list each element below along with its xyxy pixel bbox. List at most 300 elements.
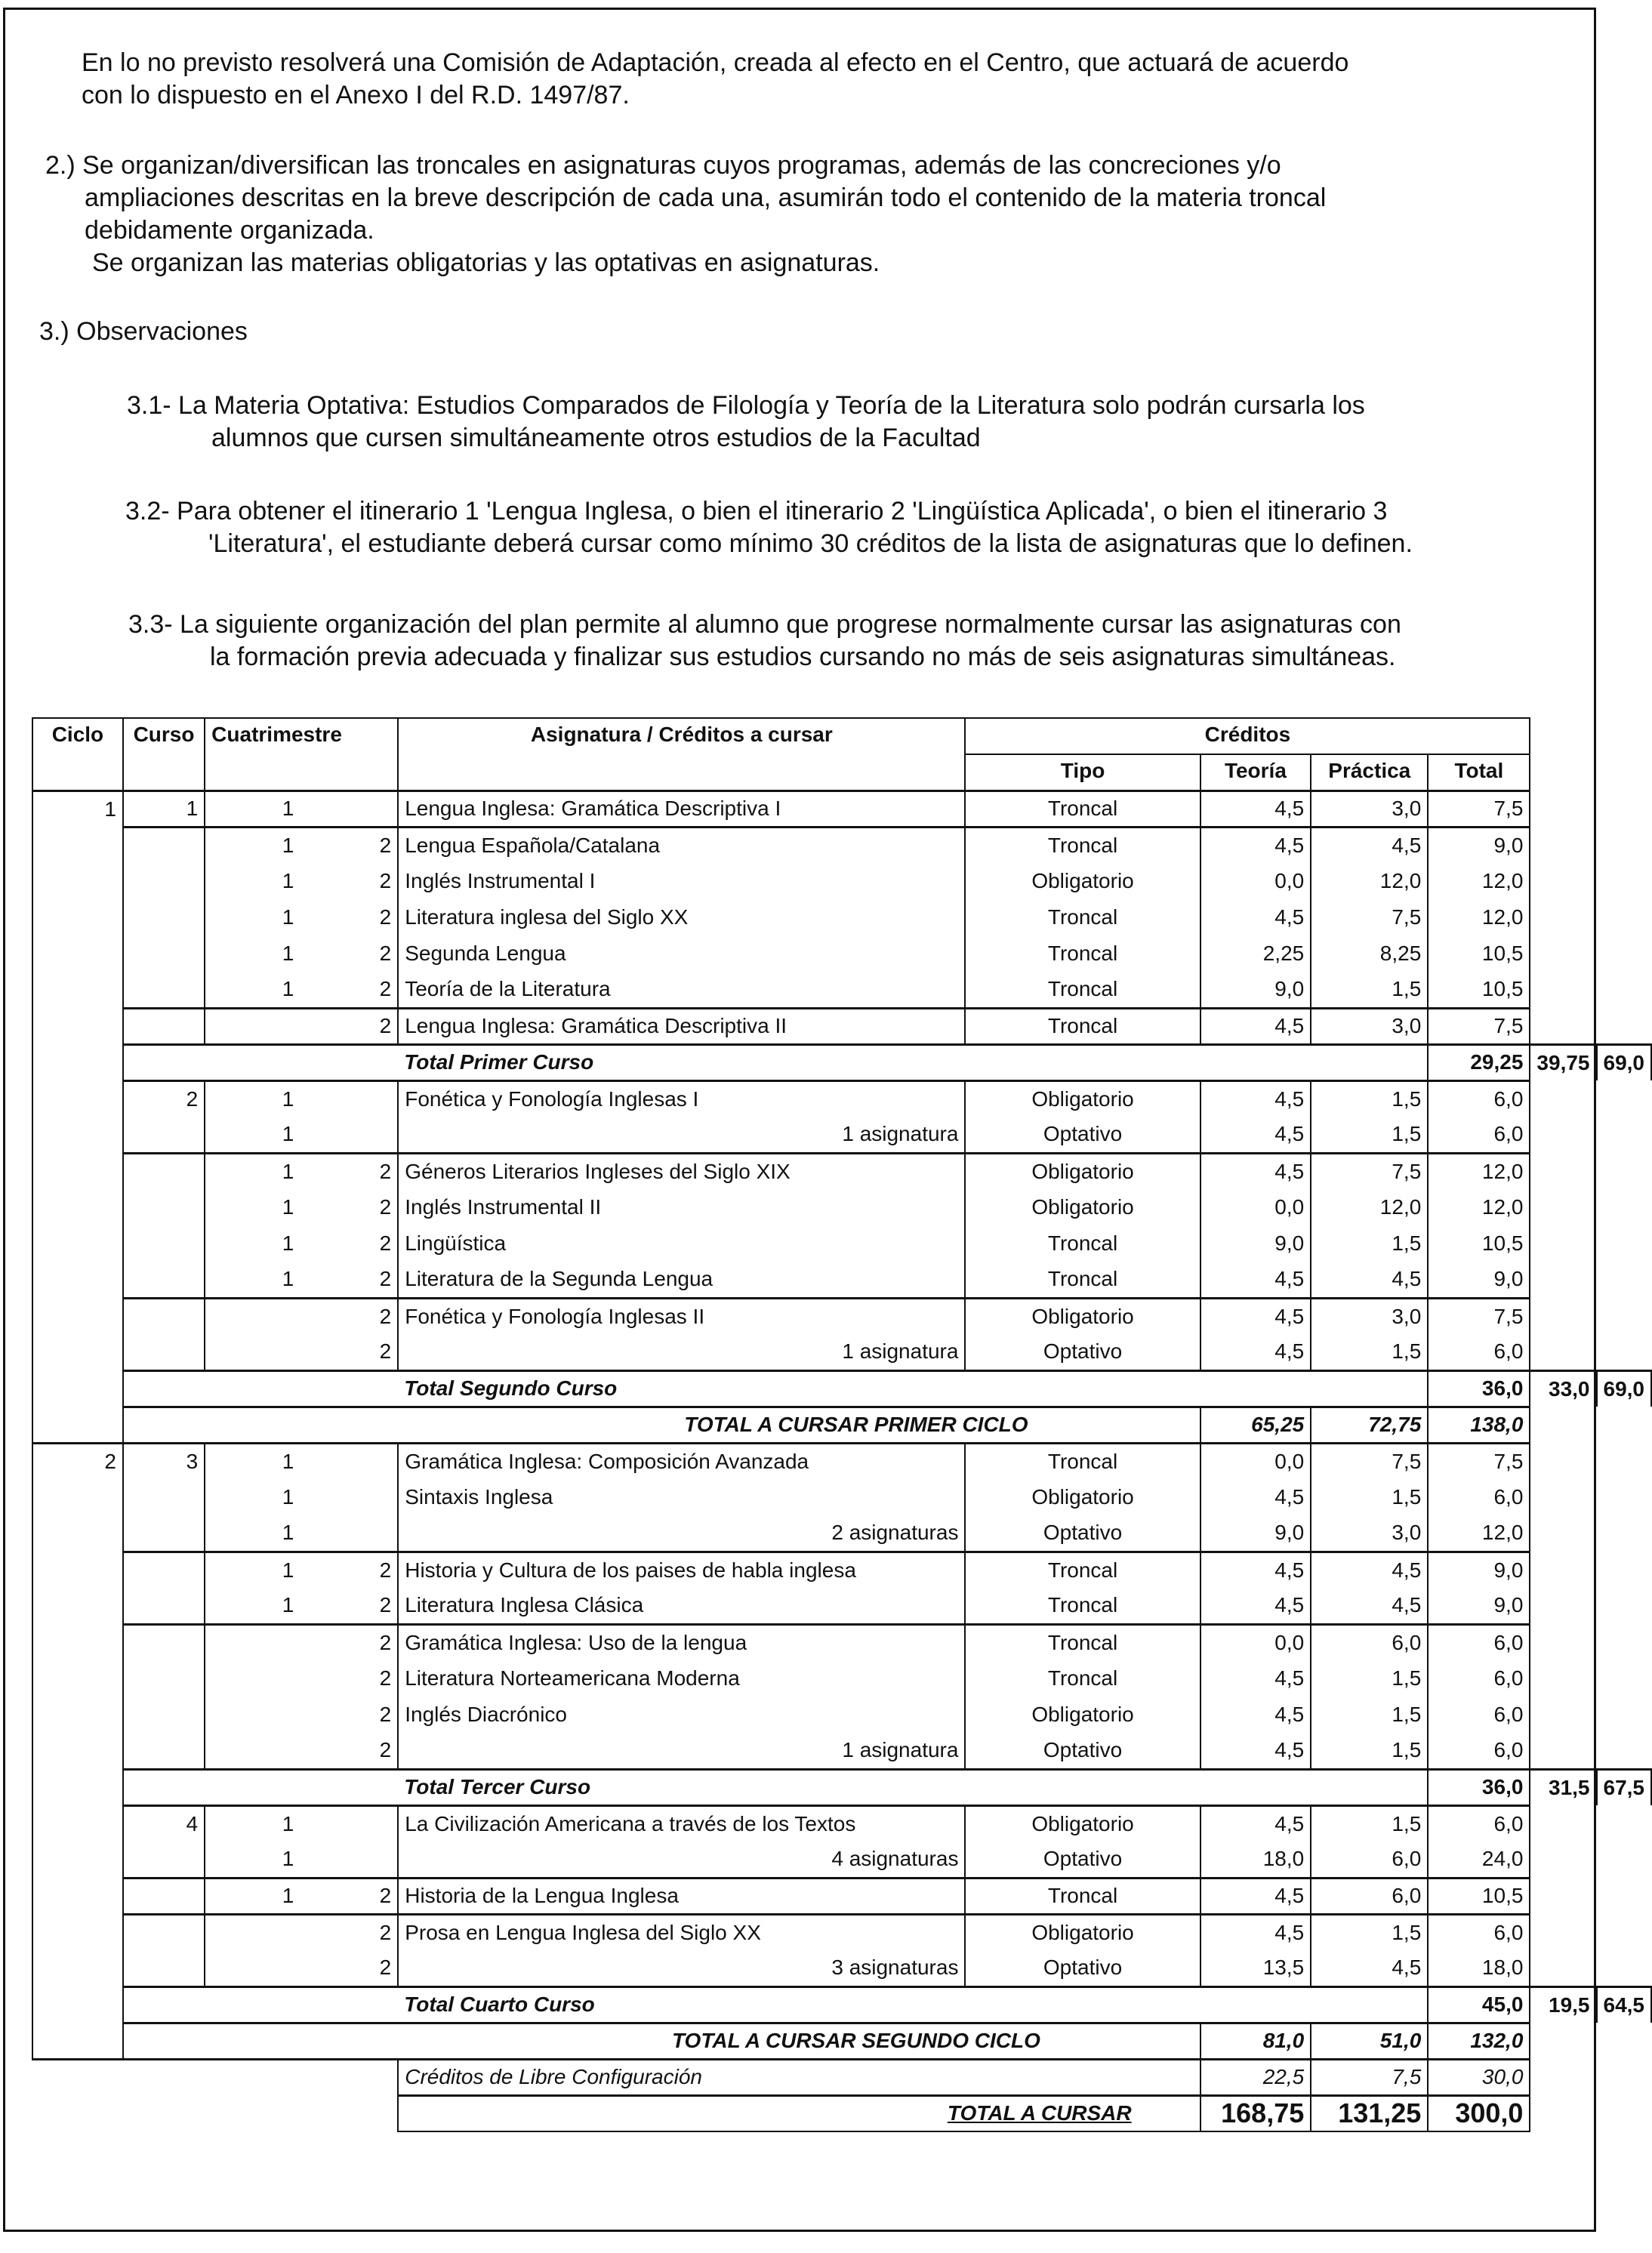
curso-cell <box>123 1842 205 1878</box>
curso-cell <box>123 1697 205 1733</box>
cuatrimestre-cell: 1 <box>205 1153 300 1189</box>
asignatura-name: Lengua Inglesa: Gramática Descriptiva I <box>405 797 781 820</box>
table-header <box>32 718 1651 791</box>
final-teoria: 168,75 <box>1200 2095 1311 2131</box>
total-cell: 6,0 <box>1428 1733 1530 1769</box>
total-cell: 12,0 <box>1428 863 1530 899</box>
teoria-cell: 36,0 <box>1428 1769 1530 1805</box>
practica-cell: 3,0 <box>1311 1298 1428 1334</box>
tipo-cell: Troncal <box>965 1225 1200 1262</box>
cycle-total-row <box>32 1407 1651 1443</box>
cuatrimestre-cell: 2 <box>379 1666 392 1690</box>
ciclo-cell <box>32 1515 123 1552</box>
table-row <box>32 935 1651 972</box>
header-curso: Curso <box>123 718 205 791</box>
ciclo-cell <box>32 1080 123 1117</box>
asignatura-count: 3 asignaturas <box>831 1956 959 1980</box>
teoria-cell: 4,5 <box>1200 1660 1311 1697</box>
teoria-cell: 0,0 <box>1200 1189 1311 1225</box>
ciclo-cell: 2 <box>32 1443 123 1479</box>
practica-cell: 72,75 <box>1311 1407 1428 1443</box>
table-row <box>32 1950 1651 1986</box>
asignatura-name: Lengua Española/Catalana <box>405 833 661 857</box>
ciclo-cell <box>32 1153 123 1189</box>
cycle-total-label: TOTAL A CURSAR PRIMER CICLO <box>398 1407 1200 1443</box>
ciclo-cell <box>32 1298 123 1334</box>
practica-cell: 1,5 <box>1311 1334 1428 1370</box>
header-practica: Práctica <box>1311 754 1428 791</box>
curso-cell <box>123 1008 205 1044</box>
ciclo-cell <box>32 827 123 863</box>
total-cell: 12,0 <box>1428 1153 1530 1189</box>
total-cell: 10,5 <box>1428 1225 1530 1262</box>
practica-cell: 1,5 <box>1311 1914 1428 1950</box>
asignatura-cell <box>398 1660 965 1697</box>
cuatrimestre-cell <box>300 1117 398 1153</box>
cuatrimestre-cell: 1 <box>205 1262 300 1298</box>
cuatrimestre-cell: 2 <box>379 942 392 965</box>
total-cell: 7,5 <box>1428 1298 1530 1334</box>
cuatrimestre-cell: 1 <box>205 1479 300 1515</box>
table-row <box>32 791 1651 827</box>
ciclo-cell <box>32 1117 123 1153</box>
curso-cell <box>123 1479 205 1515</box>
asignatura-name: Teoría de la Literatura <box>405 977 611 1001</box>
cuatrimestre-cell <box>205 1334 300 1370</box>
total-cell: 9,0 <box>1428 1588 1530 1624</box>
practica-cell: 1,5 <box>1311 1660 1428 1697</box>
curso-cell <box>123 1225 205 1262</box>
curso-cell <box>123 1407 398 1443</box>
asignatura-name: Literatura de la Segunda Lengua <box>405 1267 714 1291</box>
total-cell: 6,0 <box>1428 1479 1530 1515</box>
tipo-cell: Troncal <box>965 1660 1200 1697</box>
curso-cell <box>123 827 205 863</box>
curso-cell <box>123 1624 205 1660</box>
cuatrimestre-cell: 1 <box>205 863 300 899</box>
cycle-total-label: TOTAL A CURSAR SEGUNDO CICLO <box>398 2023 1200 2059</box>
cuatrimestre-cell <box>205 1624 300 1660</box>
section-2-paragraph <box>45 149 1326 279</box>
cuatrimestre-cell: 1 <box>205 1552 300 1588</box>
curso-cell <box>123 1189 205 1225</box>
tipo-cell: Optativo <box>965 1334 1200 1370</box>
subtotal-row <box>32 1370 1651 1407</box>
practica-cell: 19,5 <box>1530 1986 1596 2023</box>
text-line: la formación previa adecuada y finalizar sus estudios cursando no más de seis asignaturas simultáneas. <box>210 643 1396 671</box>
ciclo-cell <box>32 1044 123 1080</box>
practica-cell: 4,5 <box>1311 1950 1428 1986</box>
tipo-cell: Troncal <box>965 972 1200 1008</box>
observation-3-2 <box>125 495 1413 560</box>
ciclo-cell <box>32 1008 123 1044</box>
asignatura-name: Fonética y Fonología Inglesas I <box>405 1086 699 1111</box>
practica-cell: 3,0 <box>1311 1515 1428 1552</box>
table-row <box>32 1805 1651 1842</box>
ciclo-cell <box>32 1660 123 1697</box>
ciclo-cell <box>32 1552 123 1588</box>
table-row <box>32 827 1651 863</box>
practica-cell: 1,5 <box>1311 1117 1428 1153</box>
subtotal-row <box>32 1986 1651 2023</box>
table-row <box>32 1334 1651 1370</box>
total-cell: 132,0 <box>1428 2023 1530 2059</box>
cuatrimestre-cell <box>300 1479 398 1515</box>
table-body <box>32 791 1651 2059</box>
total-cell: 9,0 <box>1428 1552 1530 1588</box>
total-cell: 67,5 <box>1597 1769 1652 1805</box>
cuatrimestre-cell <box>300 1805 398 1842</box>
teoria-cell: 4,5 <box>1200 791 1311 827</box>
ciclo-cell <box>32 1334 123 1370</box>
cuatrimestre-cell: 2 <box>300 1153 398 1189</box>
cuatrimestre-cell: 2 <box>379 1956 392 1980</box>
practica-cell: 1,5 <box>1311 1805 1428 1842</box>
subtotal-label: Total Tercer Curso <box>398 1769 1311 1805</box>
tipo-cell: Troncal <box>965 1008 1200 1044</box>
cuatrimestre-cell: 2 <box>379 977 392 1001</box>
teoria-cell: 36,0 <box>1428 1370 1530 1407</box>
total-cell: 9,0 <box>1428 827 1530 863</box>
header-creditos: Créditos <box>965 718 1530 754</box>
practica-cell: 6,0 <box>1311 1878 1428 1914</box>
asignatura-cell <box>398 827 965 863</box>
teoria-cell: 4,5 <box>1200 899 1311 935</box>
table-row <box>32 1624 1651 1660</box>
header-cuatrimestre: Cuatrimestre <box>205 718 398 791</box>
tipo-cell: Troncal <box>965 1262 1200 1298</box>
curso-cell <box>123 1298 205 1334</box>
cuatrimestre-cell: 1 <box>205 1878 300 1914</box>
asignatura-name: Gramática Inglesa: Composición Avanzada <box>405 1449 809 1473</box>
curso-cell: 1 <box>123 791 205 827</box>
asignatura-name: Inglés Diacrónico <box>405 1703 567 1726</box>
cuatrimestre-cell <box>205 1298 300 1334</box>
tipo-cell: Obligatorio <box>965 1189 1200 1225</box>
asignatura-name: La Civilización Americana a través de los Textos <box>405 1811 856 1835</box>
subtotal-row <box>32 1044 1651 1080</box>
asignatura-cell <box>398 1153 965 1189</box>
asignatura-cell <box>398 1008 965 1044</box>
curso-cell <box>123 1552 205 1588</box>
asignatura-cell <box>398 1805 965 1842</box>
total-cell: 69,0 <box>1597 1370 1652 1407</box>
curso-cell: 2 <box>123 1080 205 1117</box>
teoria-cell: 4,5 <box>1200 1080 1311 1117</box>
curso-cell <box>123 1733 205 1769</box>
asignatura-cell <box>398 863 965 899</box>
text-line: Se organizan las materias obligatorias y las optativas en asignaturas. <box>92 248 880 277</box>
practica-cell: 12,0 <box>1311 1189 1428 1225</box>
observation-3-1 <box>127 390 1365 455</box>
cuatrimestre-cell: 1 <box>205 1225 300 1262</box>
asignatura-cell <box>398 1624 965 1660</box>
cuatrimestre-cell <box>300 1080 398 1117</box>
practica-cell: 7,5 <box>1311 899 1428 935</box>
table-row <box>32 1443 1651 1479</box>
total-cell: 7,5 <box>1428 1443 1530 1479</box>
asignatura-name: Literatura Inglesa Clásica <box>405 1593 644 1617</box>
ciclo-cell: 1 <box>32 791 123 827</box>
asignatura-cell <box>398 1950 965 1986</box>
text-line: debidamente organizada. <box>85 216 374 245</box>
table-row <box>32 1117 1651 1153</box>
asignatura-cell <box>398 1298 965 1334</box>
final-total: 300,0 <box>1428 2095 1530 2131</box>
tipo-cell: Optativo <box>965 1842 1200 1878</box>
ciclo-cell <box>32 1842 123 1878</box>
libre-label: Créditos de Libre Configuración <box>398 2059 1200 2095</box>
total-cell: 9,0 <box>1428 1262 1530 1298</box>
teoria-cell: 2,25 <box>1200 935 1311 972</box>
curso-cell <box>123 972 205 1008</box>
cuatrimestre-cell: 2 <box>379 1593 392 1617</box>
tipo-cell: Obligatorio <box>965 1153 1200 1189</box>
practica-cell: 31,5 <box>1530 1769 1596 1805</box>
curso-cell <box>123 1044 398 1080</box>
libre-total: 30,0 <box>1428 2059 1530 2095</box>
tipo-cell <box>1311 1044 1428 1080</box>
total-cell: 12,0 <box>1428 899 1530 935</box>
total-cell: 6,0 <box>1428 1080 1530 1117</box>
text-line: En lo no previsto resolverá una Comisión de Adaptación, creada al efecto en el Centro, que actuará de acuerdo <box>82 48 1349 77</box>
total-cell: 64,5 <box>1597 1986 1652 2023</box>
subtotal-label: Total Primer Curso <box>398 1044 1311 1080</box>
cuatrimestre-cell: 1 <box>205 972 300 1008</box>
practica-cell: 1,5 <box>1311 1080 1428 1117</box>
teoria-cell: 0,0 <box>1200 863 1311 899</box>
teoria-cell: 4,5 <box>1200 1479 1311 1515</box>
curso-cell <box>123 935 205 972</box>
total-cell: 138,0 <box>1428 1407 1530 1443</box>
table-row <box>32 1008 1651 1044</box>
ciclo-cell <box>32 1986 123 2023</box>
practica-cell: 1,5 <box>1311 1479 1428 1515</box>
final-total-label <box>398 2095 1200 2131</box>
teoria-cell: 4,5 <box>1200 1153 1311 1189</box>
tipo-cell: Troncal <box>965 791 1200 827</box>
table-row <box>32 899 1651 935</box>
ciclo-cell <box>32 899 123 935</box>
table-row <box>32 1262 1651 1298</box>
curso-cell <box>123 1515 205 1552</box>
total-cell: 7,5 <box>1428 791 1530 827</box>
ciclo-cell <box>32 1479 123 1515</box>
tipo-cell: Obligatorio <box>965 863 1200 899</box>
practica-cell: 51,0 <box>1311 2023 1428 2059</box>
table-row <box>32 1914 1651 1950</box>
asignatura-name: Fonética y Fonología Inglesas II <box>405 1304 705 1328</box>
curso-cell: 4 <box>123 1805 205 1842</box>
teoria-cell: 9,0 <box>1200 1225 1311 1262</box>
table-row <box>32 1298 1651 1334</box>
ciclo-cell <box>32 1914 123 1950</box>
subtotal-label: Total Segundo Curso <box>398 1370 1311 1407</box>
table-row <box>32 1479 1651 1515</box>
teoria-cell: 4,5 <box>1200 1878 1311 1914</box>
libre-practica: 7,5 <box>1311 2059 1428 2095</box>
asignatura-name: Sintaxis Inglesa <box>405 1485 553 1509</box>
tipo-cell: Optativo <box>965 1515 1200 1552</box>
cuatrimestre-cell: 1 <box>205 1588 300 1624</box>
practica-cell: 4,5 <box>1311 1262 1428 1298</box>
teoria-cell: 4,5 <box>1200 827 1311 863</box>
teoria-cell: 4,5 <box>1200 1262 1311 1298</box>
header-tipo: Tipo <box>965 754 1200 791</box>
teoria-cell: 65,25 <box>1200 1407 1311 1443</box>
tipo-cell: Obligatorio <box>965 1697 1200 1733</box>
asignatura-name: Segunda Lengua <box>405 942 566 965</box>
teoria-cell: 4,5 <box>1200 1334 1311 1370</box>
practica-cell: 1,5 <box>1311 1733 1428 1769</box>
curso-cell <box>123 863 205 899</box>
teoria-cell: 4,5 <box>1200 1914 1311 1950</box>
cuatrimestre-cell: 2 <box>300 827 398 863</box>
asignatura-count: 4 asignaturas <box>831 1847 959 1871</box>
cuatrimestre-cell: 1 <box>205 1117 300 1153</box>
text-line: 2.) Se organizan/diversifican las troncales en asignaturas cuyos programas, además de las concreciones y/o <box>45 151 1281 180</box>
table-row <box>32 1189 1651 1225</box>
total-cell: 12,0 <box>1428 1189 1530 1225</box>
asignatura-name: Literatura Norteamericana Moderna <box>405 1666 740 1690</box>
asignatura-cell <box>398 1697 965 1733</box>
study-plan-table <box>32 717 1652 2132</box>
cuatrimestre-cell: 2 <box>300 1552 398 1588</box>
total-cell: 6,0 <box>1428 1914 1530 1950</box>
total-cell: 6,0 <box>1428 1624 1530 1660</box>
curso-cell <box>123 2023 398 2059</box>
tipo-cell: Optativo <box>965 1950 1200 1986</box>
curso-cell <box>123 1370 398 1407</box>
cuatrimestre-cell: 2 <box>300 1878 398 1914</box>
teoria-cell: 4,5 <box>1200 1733 1311 1769</box>
asignatura-cell <box>398 1878 965 1914</box>
ciclo-cell <box>32 1697 123 1733</box>
asignatura-cell <box>398 1552 965 1588</box>
curso-cell <box>123 1588 205 1624</box>
header-total: Total <box>1428 754 1530 791</box>
asignatura-name: Gramática Inglesa: Uso de la lengua <box>405 1630 747 1654</box>
total-cell: 10,5 <box>1428 1878 1530 1914</box>
ciclo-cell <box>32 1370 123 1407</box>
curso-cell <box>123 1117 205 1153</box>
practica-cell: 12,0 <box>1311 863 1428 899</box>
curso-cell <box>123 1769 398 1805</box>
subtotal-row <box>32 1769 1651 1805</box>
text-line: 3.3- La siguiente organización del plan permite al alumno que progrese normalmente cursar las asignaturas con <box>128 610 1401 639</box>
cuatrimestre-cell <box>205 1914 300 1950</box>
practica-cell: 6,0 <box>1311 1624 1428 1660</box>
asignatura-cell <box>398 1117 965 1153</box>
total-cell: 10,5 <box>1428 935 1530 972</box>
teoria-cell: 4,5 <box>1200 1117 1311 1153</box>
cuatrimestre-cell <box>300 1842 398 1878</box>
cuatrimestre-cell: 2 <box>300 1914 398 1950</box>
curso-cell <box>123 1878 205 1914</box>
curso-cell <box>123 1950 205 1986</box>
asignatura-cell <box>398 1262 965 1298</box>
asignatura-cell <box>398 1225 965 1262</box>
practica-cell: 1,5 <box>1311 1697 1428 1733</box>
tipo-cell: Troncal <box>965 935 1200 972</box>
total-cell: 6,0 <box>1428 1697 1530 1733</box>
asignatura-name: Historia y Cultura de los paises de habla inglesa <box>405 1558 856 1582</box>
final-practica: 131,25 <box>1311 2095 1428 2131</box>
table-row <box>32 1697 1651 1733</box>
asignatura-name: Géneros Literarios Ingleses del Siglo XIX <box>405 1159 791 1183</box>
curso-cell <box>123 1334 205 1370</box>
asignatura-cell <box>398 972 965 1008</box>
intro-paragraph <box>82 47 1348 112</box>
ciclo-cell <box>32 2023 123 2059</box>
teoria-cell: 4,5 <box>1200 1552 1311 1588</box>
tipo-cell: Troncal <box>965 1588 1200 1624</box>
tipo-cell: Troncal <box>965 1443 1200 1479</box>
header-teoria: Teoría <box>1200 754 1311 791</box>
teoria-cell: 13,5 <box>1200 1950 1311 1986</box>
practica-cell: 7,5 <box>1311 1153 1428 1189</box>
curso-cell <box>123 1986 398 2023</box>
total-cell: 18,0 <box>1428 1950 1530 1986</box>
teoria-cell: 0,0 <box>1200 1624 1311 1660</box>
total-cell: 12,0 <box>1428 1515 1530 1552</box>
text-line: 3.2- Para obtener el itinerario 1 'Lengua Inglesa, o bien el itinerario 2 'Lingüística Aplicada', o bien el itinerario 3 <box>125 497 1388 525</box>
asignatura-cell <box>398 1479 965 1515</box>
cuatrimestre-cell: 1 <box>205 1189 300 1225</box>
tipo-cell <box>1311 1986 1428 2023</box>
tipo-cell <box>1311 1769 1428 1805</box>
tipo-cell: Obligatorio <box>965 1479 1200 1515</box>
table-row <box>32 972 1651 1008</box>
total-cell: 6,0 <box>1428 1117 1530 1153</box>
teoria-cell: 4,5 <box>1200 1697 1311 1733</box>
curso-cell <box>123 899 205 935</box>
teoria-cell: 4,5 <box>1200 1588 1311 1624</box>
ciclo-cell <box>32 1624 123 1660</box>
total-cell: 7,5 <box>1428 1008 1530 1044</box>
cuatrimestre-cell: 1 <box>205 827 300 863</box>
tipo-cell: Troncal <box>965 1552 1200 1588</box>
asignatura-cell <box>398 1189 965 1225</box>
table-row <box>32 1515 1651 1552</box>
cuatrimestre-cell: 2 <box>379 1267 392 1291</box>
curso-cell: 3 <box>123 1443 205 1479</box>
cuatrimestre-cell: 1 <box>205 1080 300 1117</box>
curso-cell <box>123 1262 205 1298</box>
asignatura-cell <box>398 791 965 827</box>
cuatrimestre-cell: 1 <box>205 1842 300 1878</box>
practica-cell: 4,5 <box>1311 1552 1428 1588</box>
practica-cell: 39,75 <box>1530 1044 1596 1080</box>
asignatura-name: Literatura inglesa del Siglo XX <box>405 905 689 929</box>
teoria-cell: 45,0 <box>1428 1986 1530 2023</box>
table-row <box>32 1733 1651 1769</box>
ciclo-cell <box>32 1407 123 1443</box>
table-row <box>32 1153 1651 1189</box>
tipo-cell: Troncal <box>965 827 1200 863</box>
tipo-cell: Obligatorio <box>965 1914 1200 1950</box>
table-row <box>32 1878 1651 1914</box>
cuatrimestre-cell: 2 <box>300 1298 398 1334</box>
total-cell: 10,5 <box>1428 972 1530 1008</box>
teoria-cell: 29,25 <box>1428 1044 1530 1080</box>
cycle-total-row <box>32 2023 1651 2059</box>
teoria-cell: 9,0 <box>1200 1515 1311 1552</box>
practica-cell: 1,5 <box>1311 1225 1428 1262</box>
teoria-cell: 81,0 <box>1200 2023 1311 2059</box>
asignatura-name: Inglés Instrumental II <box>405 1195 602 1219</box>
practica-cell: 8,25 <box>1311 935 1428 972</box>
